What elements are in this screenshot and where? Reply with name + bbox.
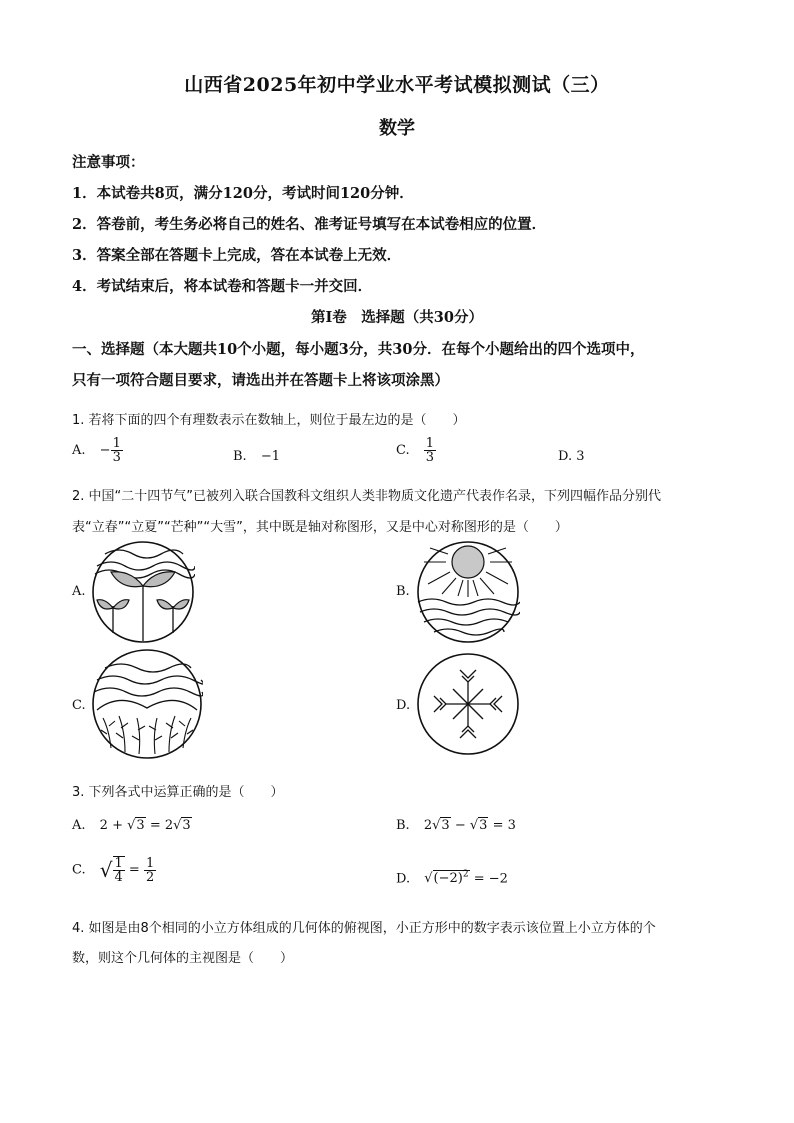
q3-b-mid: − [450, 818, 470, 833]
q3-c-numerator: 1 [114, 856, 123, 871]
q3-stem: 3. 下列各式中运算正确的是（ ） [72, 785, 284, 800]
q3-a-radicand2: 3 [182, 818, 191, 833]
q3-d-radicand [433, 870, 470, 886]
q3-b-text: 2 [423, 818, 433, 833]
q3-option-a[interactable] [72, 818, 192, 833]
q3-option-b[interactable] [396, 818, 516, 833]
section-title: 第Ⅰ卷 选择题（共30分） [311, 309, 483, 326]
part-instructions-line1: 一、选择题（本大题共10个小题，每小题3分，共30分．在每个小题给出的四个选项中， [72, 341, 645, 358]
sprout-emblem-icon [91, 540, 195, 644]
sun-emblem-icon [416, 540, 520, 644]
q1-option-b-value: −1 [260, 449, 280, 464]
grain-emblem-icon [91, 648, 203, 760]
q3-a-text: 2 + [99, 818, 128, 833]
note-item-2: 2．答卷前，考生务必将自己的姓名、准考证号填写在本试卷相应的位置． [72, 216, 547, 233]
q3-option-c-label: C. [72, 862, 86, 878]
q1-a-denominator: 3 [112, 450, 121, 465]
q3-d-post: = −2 [469, 871, 508, 887]
q1-option-c-fraction [424, 437, 436, 464]
q1-c-denominator: 3 [425, 450, 435, 465]
radical-icon: √ [99, 858, 113, 882]
radical-icon: √ [469, 818, 479, 833]
q3-a-mid: = 2 [145, 818, 174, 833]
q3-c-result-denominator: 2 [145, 869, 155, 885]
q1-option-b[interactable] [233, 449, 280, 464]
q1-option-a-fraction [111, 437, 123, 464]
q2-stem-line1: 2. 中国“二十四节气”已被列入联合国教科文组织人类非物质文化遗产代表作名录，下列四幅作品分别代 [72, 489, 662, 504]
q1-option-a-sign: − [99, 443, 111, 458]
q3-option-d[interactable] [396, 870, 508, 886]
q3-b-radicand2: 3 [479, 818, 488, 833]
q3-option-c[interactable] [72, 856, 156, 884]
q2-option-b-label[interactable]: B. [396, 584, 410, 599]
q3-c-eq: = [124, 862, 144, 878]
q1-a-numerator: 1 [112, 436, 121, 451]
exam-title: 山西省2025年初中学业水平考试模拟测试（三） [184, 74, 610, 96]
q1-option-d[interactable] [558, 449, 585, 464]
q3-c-result-numerator: 1 [145, 855, 155, 871]
q3-a-radicand: 3 [136, 818, 145, 833]
note-item-4: 4．考试结束后，将本试卷和答题卡一并交回． [72, 278, 373, 295]
snowflake-emblem-icon [416, 652, 520, 756]
q1-option-a-label: A. [72, 443, 86, 458]
q3-d-radicand-base: (−2) [433, 871, 463, 887]
q1-option-b-label: B. [233, 449, 247, 464]
q4-stem-line2: 数，则这个几何体的主视图是（ ） [72, 951, 294, 966]
q3-b-radicand: 3 [441, 818, 450, 833]
radical-icon: √ [424, 871, 433, 887]
q3-option-a-label: A. [72, 818, 86, 833]
q1-option-c[interactable] [396, 437, 436, 464]
radical-icon: √ [127, 818, 136, 833]
q1-option-d-label: D. [558, 449, 573, 464]
radical-icon: √ [432, 818, 441, 833]
q3-c-denominator: 4 [114, 870, 123, 885]
q3-c-fraction [113, 856, 125, 884]
q3-option-b-label: B. [396, 818, 410, 833]
q3-d-exponent: 2 [462, 870, 469, 880]
part-instructions-line2: 只有一项符合题目要求，请选出并在答题卡上将该项涂黑） [72, 372, 449, 389]
q3-option-d-label: D. [396, 871, 411, 887]
q1-stem: 1. 若将下面的四个有理数表示在数轴上，则位于最左边的是（ ） [72, 413, 466, 428]
note-item-1: 1．本试卷共8页，满分120分，考试时间120分钟． [72, 185, 414, 202]
q2-stem-line2: 表“立春”“立夏”“芒种”“大雪”，其中既是轴对称图形，又是中心对称图形的是（ ） [72, 520, 568, 535]
q1-option-c-label: C. [396, 443, 410, 458]
q3-b-post: = 3 [488, 818, 516, 833]
q2-option-a-label[interactable]: A. [72, 584, 86, 599]
q1-option-a[interactable] [72, 437, 123, 464]
q3-c-result-fraction [144, 857, 156, 884]
note-item-3: 3．答案全部在答题卡上完成，答在本试卷上无效． [72, 247, 402, 264]
q1-c-numerator: 1 [425, 436, 435, 451]
q2-option-d-label[interactable]: D. [396, 698, 411, 713]
q2-option-c-label[interactable]: C. [72, 698, 86, 713]
subject-title: 数学 [379, 118, 415, 139]
radical-icon: √ [173, 818, 182, 833]
q1-option-d-value: 3 [576, 449, 585, 464]
q4-stem-line1: 4. 如图是由8个相同的小立方体组成的几何体的俯视图，小正方形中的数字表示该位置上小立方体的个 [72, 921, 656, 936]
notes-heading: 注意事项： [72, 154, 145, 171]
